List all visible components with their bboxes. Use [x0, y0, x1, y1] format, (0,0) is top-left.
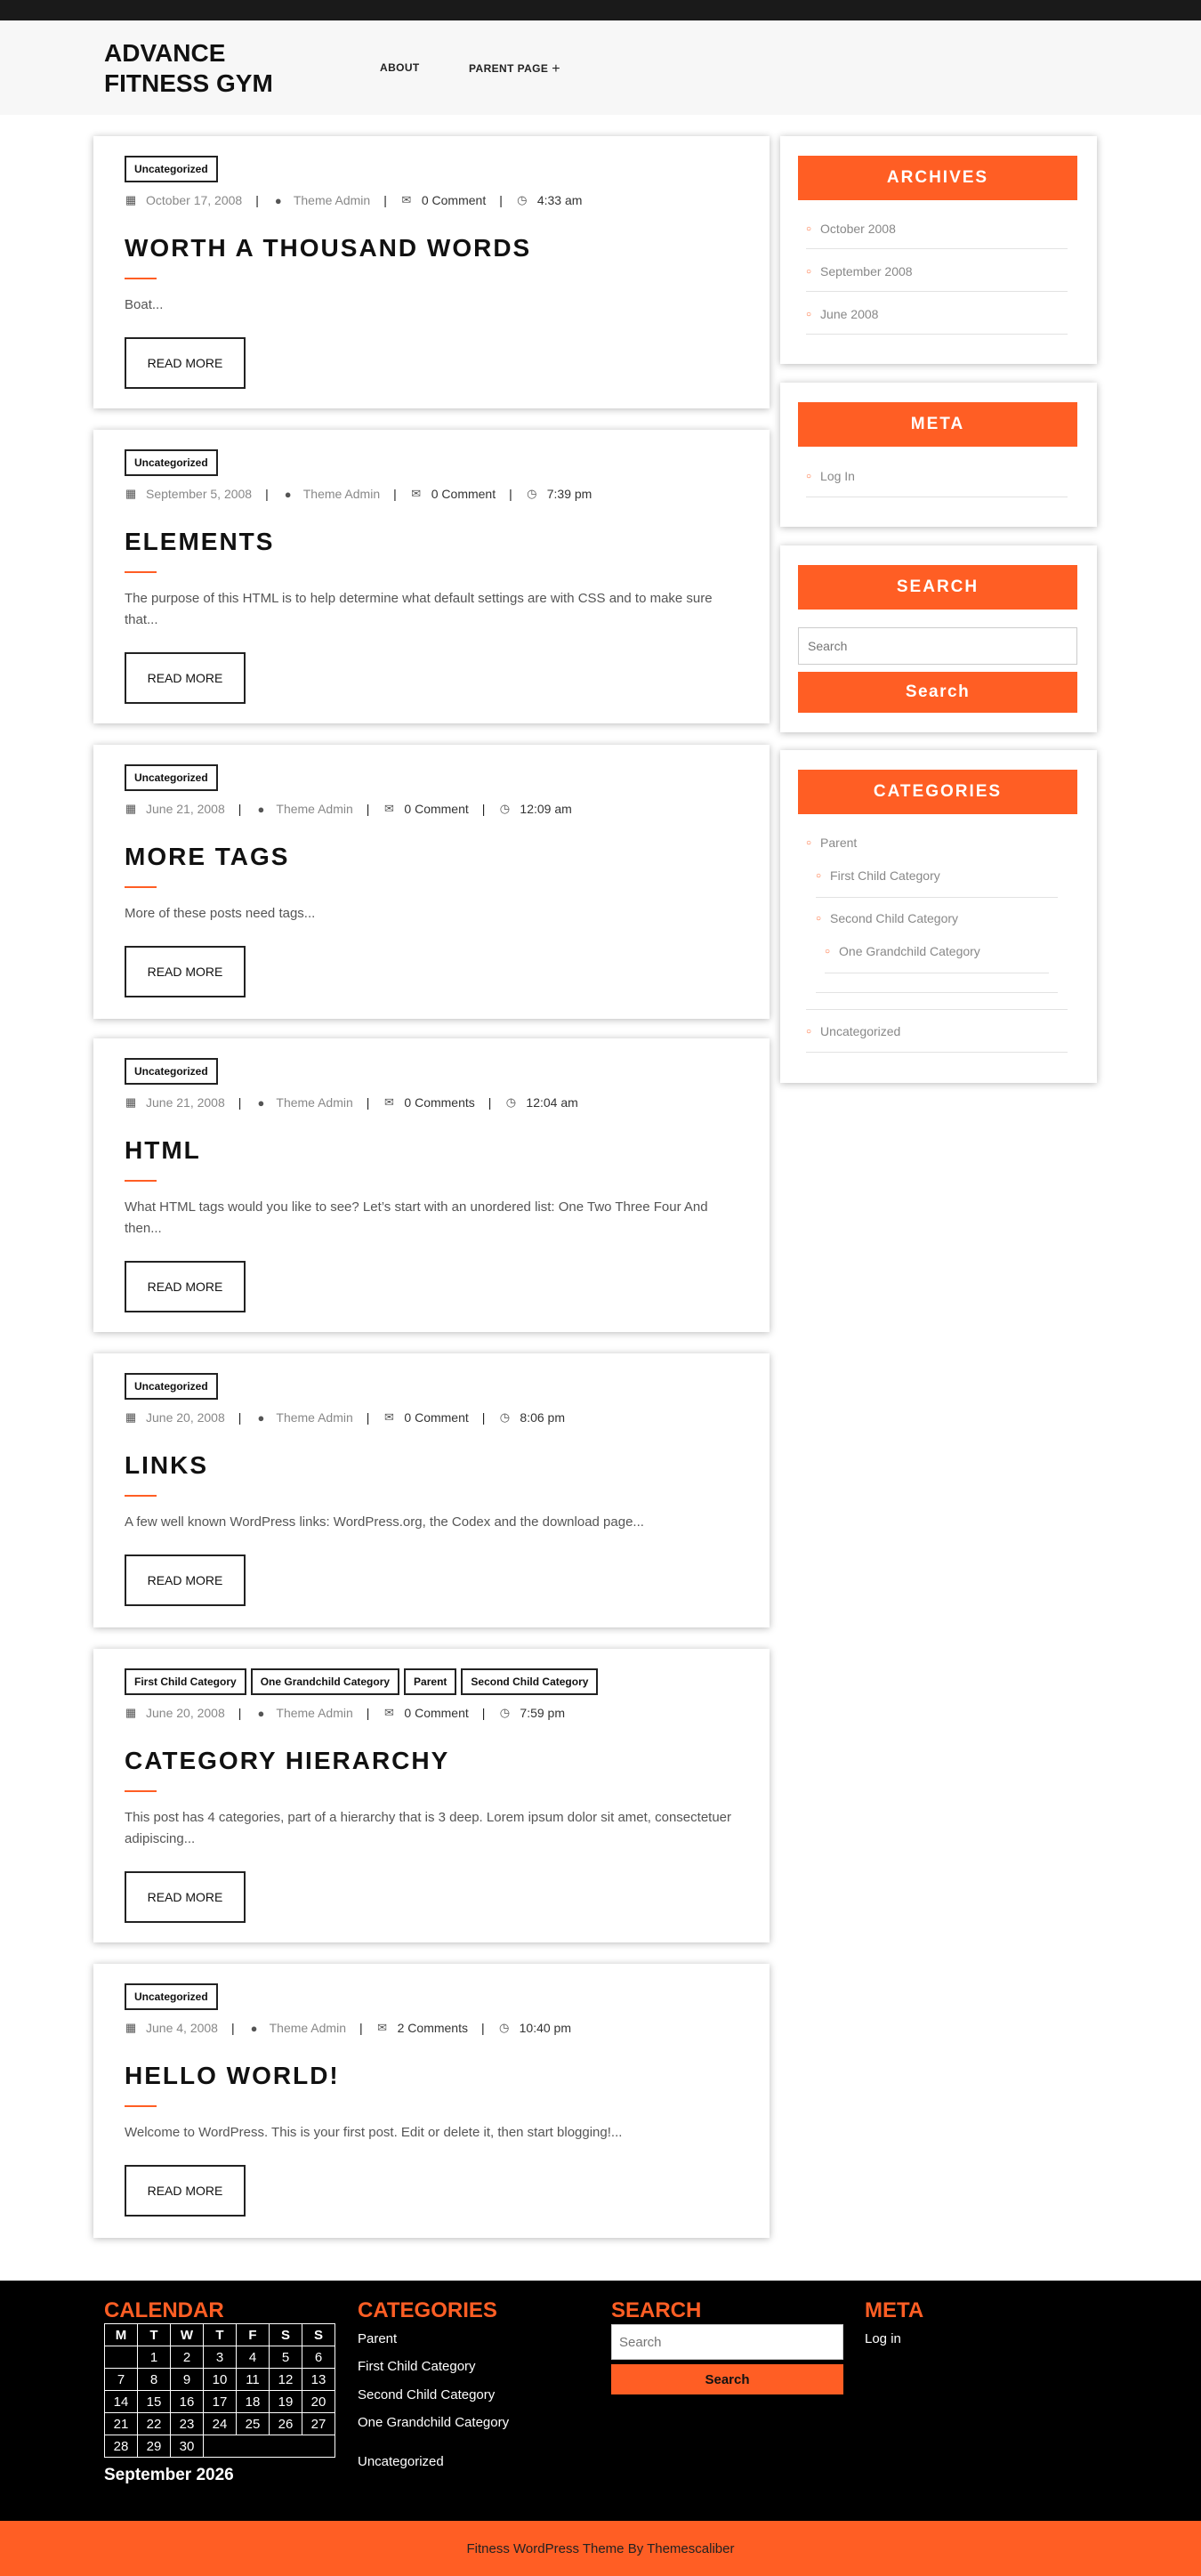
- post-tag[interactable]: First Child Category: [125, 1668, 246, 1695]
- post-tags: [125, 1983, 218, 2010]
- post-tag[interactable]: Uncategorized: [125, 1983, 218, 2010]
- calendar-table: [104, 2323, 335, 2458]
- post-card: [93, 1964, 770, 2238]
- bullet-icon: ○: [806, 838, 812, 848]
- clock-icon: ◷: [499, 1706, 511, 1719]
- user-icon: ●: [274, 193, 282, 207]
- post-time: 4:33 am: [536, 193, 583, 207]
- clock-icon: ◷: [527, 487, 537, 500]
- comments-icon: ✉: [377, 2021, 388, 2034]
- user-icon: ●: [284, 487, 292, 501]
- meta-separator: |: [265, 487, 269, 501]
- post-card: [93, 430, 770, 723]
- divider: [806, 1009, 1068, 1010]
- calendar-day: 16: [171, 2391, 204, 2413]
- calendar-day: 18: [237, 2391, 270, 2413]
- footer-category-link[interactable]: One Grandchild Category: [358, 2415, 510, 2430]
- calendar-icon: ▦: [125, 487, 137, 500]
- copyright-text[interactable]: Fitness WordPress Theme By Themescaliber: [466, 2540, 735, 2556]
- meta-separator: |: [480, 2021, 485, 2035]
- copyright-bar: [0, 2521, 1201, 2576]
- footer-category-link[interactable]: First Child Category: [358, 2359, 476, 2374]
- title-underline: [125, 2105, 157, 2107]
- post-comments[interactable]: 0 Comment: [404, 1706, 469, 1720]
- calendar-day: 1: [138, 2346, 171, 2369]
- footer-categories-title: CATEGORIES: [358, 2298, 497, 2322]
- post-tag[interactable]: Uncategorized: [125, 764, 218, 791]
- post-excerpt: Boat...: [125, 297, 164, 312]
- footer-search-title: SEARCH: [611, 2298, 702, 2322]
- comments-icon: ✉: [383, 802, 394, 815]
- meta-separator: |: [238, 1410, 242, 1425]
- calendar-icon: ▦: [125, 802, 137, 815]
- meta-separator: |: [366, 1095, 370, 1110]
- footer-category-link[interactable]: Second Child Category: [358, 2387, 496, 2402]
- comments-icon: ✉: [383, 1095, 394, 1109]
- user-icon: ●: [257, 1410, 265, 1425]
- post-date[interactable]: June 21, 2008: [146, 1095, 225, 1110]
- post-excerpt: This post has 4 categories, part of a hierarchy that is 3 deep. Lorem ipsum dolor sit amet, consectetuer adipiscing...: [125, 1810, 732, 1846]
- read-more-button[interactable]: READ MORE: [125, 946, 246, 997]
- post-title[interactable]: MORE TAGS: [125, 843, 290, 870]
- login-label: Log In: [820, 469, 855, 483]
- calendar-icon: ▦: [125, 2021, 137, 2034]
- read-more-button[interactable]: READ MORE: [125, 337, 246, 389]
- divider: [816, 897, 1058, 898]
- calendar-day-header: S: [302, 2324, 335, 2346]
- footer-meta-title: META: [865, 2298, 924, 2322]
- widget-title: SEARCH: [798, 565, 1077, 610]
- post-comments[interactable]: 0 Comment: [431, 487, 496, 501]
- post-time: 12:09 am: [520, 802, 572, 816]
- post-author[interactable]: Theme Admin: [276, 1410, 353, 1425]
- post-title[interactable]: HTML: [125, 1136, 201, 1164]
- calendar-day: 8: [138, 2369, 171, 2391]
- post-time: 7:59 pm: [520, 1706, 565, 1720]
- archive-link[interactable]: [806, 222, 896, 236]
- post-excerpt: The purpose of this HTML is to help determine what default settings are with CSS and to make sure that...: [125, 591, 713, 627]
- post-tags: [125, 1668, 598, 1695]
- meta-separator: |: [359, 2021, 363, 2035]
- archive-link[interactable]: [806, 307, 878, 321]
- divider: [806, 1052, 1068, 1053]
- calendar-empty-cell: [204, 2435, 335, 2458]
- category-link[interactable]: [806, 1024, 900, 1038]
- post-meta: [125, 1706, 565, 1720]
- post-comments[interactable]: 0 Comments: [404, 1095, 475, 1110]
- calendar-icon: ▦: [125, 1410, 137, 1424]
- calendar-month: September 2026: [104, 2466, 234, 2484]
- post-card: [93, 745, 770, 1019]
- post-time: 12:04 am: [526, 1095, 578, 1110]
- category-link[interactable]: [825, 944, 980, 958]
- post-tag[interactable]: Second Child Category: [461, 1668, 598, 1695]
- post-date[interactable]: June 21, 2008: [146, 802, 225, 816]
- post-date[interactable]: June 4, 2008: [146, 2021, 218, 2035]
- category-label: Uncategorized: [820, 1024, 901, 1038]
- post-card: [93, 136, 770, 408]
- post-card: [93, 1038, 770, 1332]
- post-comments[interactable]: 2 Comments: [397, 2021, 468, 2035]
- calendar-day: 26: [270, 2413, 302, 2435]
- post-date[interactable]: September 5, 2008: [146, 487, 253, 501]
- category-label: One Grandchild Category: [839, 944, 980, 958]
- meta-separator: |: [255, 193, 259, 207]
- post-tag[interactable]: Uncategorized: [125, 449, 218, 476]
- divider: [806, 334, 1068, 335]
- archive-link[interactable]: [806, 264, 913, 279]
- calendar-day: 20: [302, 2391, 335, 2413]
- calendar-day-header: M: [105, 2324, 138, 2346]
- calendar-day: 17: [204, 2391, 237, 2413]
- site-header: [0, 20, 1201, 115]
- post-card: [93, 1649, 770, 1942]
- calendar-day: 11: [237, 2369, 270, 2391]
- footer-category-link[interactable]: Uncategorized: [358, 2454, 444, 2469]
- calendar-title: CALENDAR: [104, 2298, 224, 2322]
- nav-item-parent-page[interactable]: [469, 61, 560, 77]
- calendar-day: 30: [171, 2435, 204, 2458]
- footer-search-button[interactable]: Search: [611, 2364, 843, 2394]
- nav-label: PARENT PAGE: [469, 62, 549, 75]
- search-button[interactable]: Search: [798, 672, 1077, 713]
- post-date[interactable]: October 17, 2008: [146, 193, 243, 207]
- calendar-day: 13: [302, 2369, 335, 2391]
- post-title[interactable]: LINKS: [125, 1451, 208, 1479]
- meta-separator: |: [499, 193, 503, 207]
- meta-separator: |: [238, 1095, 242, 1110]
- meta-separator: |: [230, 2021, 235, 2035]
- post-author[interactable]: Theme Admin: [276, 802, 353, 816]
- bullet-icon: ○: [816, 871, 822, 881]
- post-tag[interactable]: Uncategorized: [125, 156, 218, 182]
- post-card: [93, 1353, 770, 1627]
- calendar-day: 10: [204, 2369, 237, 2391]
- post-comments[interactable]: 0 Comment: [421, 193, 487, 207]
- login-link[interactable]: [806, 469, 855, 483]
- calendar-day: 27: [302, 2413, 335, 2435]
- title-underline: [125, 278, 157, 279]
- read-more-button[interactable]: READ MORE: [125, 1871, 246, 1923]
- read-more-button[interactable]: READ MORE: [125, 2165, 246, 2217]
- widget-title: META: [798, 402, 1077, 447]
- post-author[interactable]: Theme Admin: [302, 487, 381, 501]
- calendar-day-header: T: [204, 2324, 237, 2346]
- post-tag[interactable]: Parent: [404, 1668, 456, 1695]
- calendar-day-header: W: [171, 2324, 204, 2346]
- user-icon: ●: [257, 802, 265, 816]
- post-excerpt: Welcome to WordPress. This is your first post. Edit or delete it, then start blogging!...: [125, 2125, 623, 2140]
- post-date[interactable]: June 20, 2008: [146, 1706, 225, 1720]
- post-title[interactable]: WORTH A THOUSAND WORDS: [125, 234, 532, 262]
- calendar-day: 9: [171, 2369, 204, 2391]
- calendar-icon: ▦: [125, 1706, 137, 1719]
- archive-label: October 2008: [820, 222, 896, 236]
- post-tag[interactable]: One Grandchild Category: [251, 1668, 399, 1695]
- title-underline: [125, 886, 157, 888]
- post-title[interactable]: CATEGORY HIERARCHY: [125, 1747, 450, 1774]
- clock-icon: ◷: [499, 802, 511, 815]
- comments-icon: ✉: [383, 1410, 394, 1424]
- archive-label: June 2008: [820, 307, 879, 321]
- calendar-day-header: S: [270, 2324, 302, 2346]
- meta-separator: |: [238, 1706, 242, 1720]
- post-tags: [125, 1058, 218, 1085]
- calendar-day: 6: [302, 2346, 335, 2369]
- bullet-icon: ○: [806, 310, 812, 319]
- calendar-icon: ▦: [125, 193, 137, 206]
- footer-search-input[interactable]: [611, 2324, 843, 2360]
- post-time: 10:40 pm: [519, 2021, 571, 2035]
- post-tags: [125, 1373, 218, 1400]
- title-underline: [125, 1180, 157, 1182]
- archive-label: September 2008: [820, 264, 913, 279]
- post-comments[interactable]: 0 Comment: [404, 802, 469, 816]
- meta-widget: [780, 383, 1097, 527]
- post-tags: [125, 449, 218, 476]
- clock-icon: ◷: [499, 1410, 511, 1424]
- title-underline: [125, 1495, 157, 1497]
- meta-separator: |: [481, 1410, 486, 1425]
- bullet-icon: ○: [825, 947, 831, 957]
- site-logo[interactable]: ADVANCE FITNESS GYM: [104, 39, 273, 97]
- widget-title: ARCHIVES: [798, 156, 1077, 200]
- calendar-day: 29: [138, 2435, 171, 2458]
- user-icon: ●: [257, 1095, 265, 1110]
- post-author[interactable]: Theme Admin: [276, 1706, 353, 1720]
- title-underline: [125, 1790, 157, 1792]
- read-more-button[interactable]: READ MORE: [125, 1554, 246, 1606]
- meta-separator: |: [488, 1095, 492, 1110]
- meta-separator: |: [238, 802, 242, 816]
- site-footer: [0, 2281, 1201, 2521]
- bullet-icon: ○: [806, 267, 812, 277]
- bullet-icon: ○: [806, 224, 812, 234]
- post-comments[interactable]: 0 Comment: [404, 1410, 469, 1425]
- search-input[interactable]: [798, 627, 1077, 665]
- divider: [806, 248, 1068, 249]
- post-meta: [125, 1410, 565, 1425]
- calendar-day: 28: [105, 2435, 138, 2458]
- user-icon: ●: [250, 2021, 258, 2035]
- user-icon: ●: [257, 1706, 265, 1720]
- calendar-day-header: T: [138, 2324, 171, 2346]
- post-meta: [125, 487, 592, 501]
- comments-icon: ✉: [411, 487, 422, 500]
- search-widget: [780, 545, 1097, 732]
- bullet-icon: ○: [806, 1027, 812, 1037]
- category-label: First Child Category: [830, 868, 940, 883]
- calendar-day: 25: [237, 2413, 270, 2435]
- calendar-day: 24: [204, 2413, 237, 2435]
- post-author[interactable]: Theme Admin: [293, 193, 371, 207]
- post-meta: [125, 1095, 578, 1110]
- meta-separator: |: [509, 487, 512, 501]
- meta-separator: |: [481, 802, 486, 816]
- footer-login-link[interactable]: Log in: [865, 2331, 901, 2346]
- post-excerpt: More of these posts need tags...: [125, 906, 316, 921]
- clock-icon: ◷: [505, 1095, 517, 1109]
- category-link[interactable]: [816, 911, 958, 925]
- calendar-day: 23: [171, 2413, 204, 2435]
- post-tag[interactable]: Uncategorized: [125, 1058, 218, 1085]
- calendar-day-header: F: [237, 2324, 270, 2346]
- calendar-day: 15: [138, 2391, 171, 2413]
- calendar-day: 4: [237, 2346, 270, 2369]
- category-label: Parent: [820, 836, 858, 850]
- calendar-day: 19: [270, 2391, 302, 2413]
- calendar-day: 21: [105, 2413, 138, 2435]
- bullet-icon: ○: [806, 472, 812, 481]
- post-time: 7:39 pm: [546, 487, 592, 501]
- calendar-day: 14: [105, 2391, 138, 2413]
- meta-separator: |: [366, 1706, 370, 1720]
- read-more-button[interactable]: READ MORE: [125, 1261, 246, 1312]
- meta-separator: |: [366, 802, 370, 816]
- post-title[interactable]: ELEMENTS: [125, 528, 275, 555]
- nav-label: ABOUT: [380, 61, 420, 74]
- meta-separator: |: [393, 487, 397, 501]
- meta-separator: |: [383, 193, 387, 207]
- widget-title: CATEGORIES: [798, 770, 1077, 814]
- read-more-button[interactable]: READ MORE: [125, 652, 246, 704]
- post-tag[interactable]: Uncategorized: [125, 1373, 218, 1400]
- post-time: 8:06 pm: [520, 1410, 565, 1425]
- footer-category-link[interactable]: Parent: [358, 2331, 398, 2346]
- category-label: Second Child Category: [830, 911, 959, 925]
- post-excerpt: What HTML tags would you like to see? Let’s start with an unordered list: One Two Three Four And then...: [125, 1199, 708, 1236]
- calendar-icon: ▦: [125, 1095, 137, 1109]
- top-bar: [0, 0, 1201, 20]
- calendar-day: 2: [171, 2346, 204, 2369]
- post-meta: [125, 193, 582, 207]
- meta-separator: |: [366, 1410, 370, 1425]
- post-meta: [125, 2021, 571, 2035]
- clock-icon: ◷: [498, 2021, 510, 2034]
- meta-separator: |: [481, 1706, 486, 1720]
- post-author[interactable]: Theme Admin: [276, 1095, 353, 1110]
- categories-widget: [780, 750, 1097, 1083]
- plus-icon[interactable]: +: [552, 61, 561, 77]
- calendar-day: [105, 2346, 138, 2369]
- post-date[interactable]: June 20, 2008: [146, 1410, 225, 1425]
- post-tags: [125, 764, 218, 791]
- comments-icon: ✉: [383, 1706, 394, 1719]
- category-link[interactable]: [806, 836, 857, 850]
- post-tags: [125, 156, 218, 182]
- category-link[interactable]: [816, 868, 940, 883]
- bullet-icon: ○: [816, 914, 822, 924]
- post-excerpt: A few well known WordPress links: WordPress.org, the Codex and the download page...: [125, 1514, 644, 1530]
- calendar-day: 3: [204, 2346, 237, 2369]
- calendar-day: 7: [105, 2369, 138, 2391]
- divider: [806, 291, 1068, 292]
- calendar-day: 22: [138, 2413, 171, 2435]
- post-meta: [125, 802, 572, 816]
- title-underline: [125, 571, 157, 573]
- clock-icon: ◷: [517, 193, 528, 206]
- post-title[interactable]: HELLO WORLD!: [125, 2062, 340, 2089]
- divider: [816, 992, 1058, 993]
- post-author[interactable]: Theme Admin: [269, 2021, 346, 2035]
- calendar-day: 12: [270, 2369, 302, 2391]
- nav-item-about[interactable]: [380, 61, 420, 74]
- comments-icon: ✉: [401, 193, 412, 206]
- calendar-day: 5: [270, 2346, 302, 2369]
- archives-widget: [780, 136, 1097, 364]
